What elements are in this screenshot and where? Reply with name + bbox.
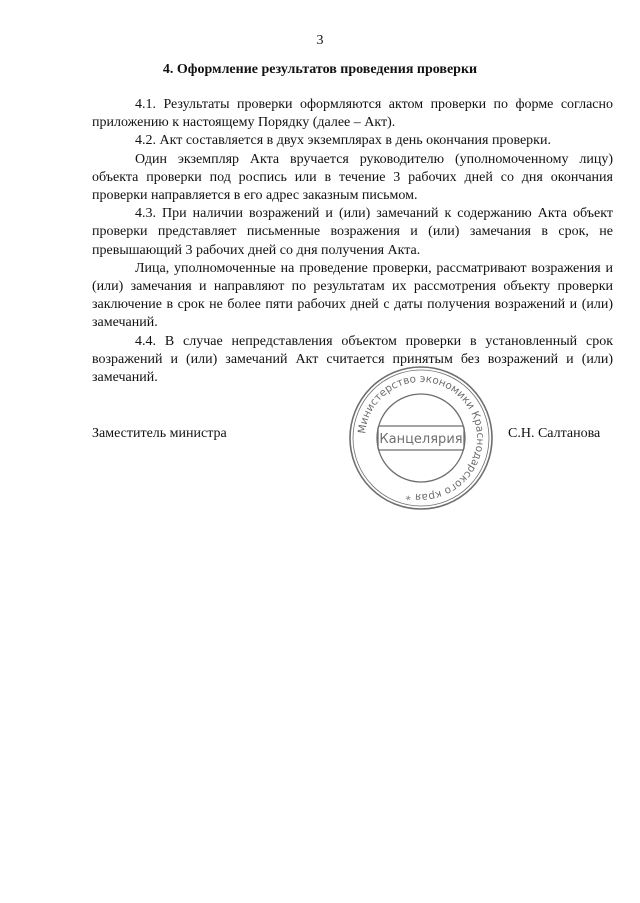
paragraph-4-1: 4.1. Результаты проверки оформляются актом проверки по форме согласно приложению к настоящему Порядку (далее – Акт). [92, 97, 613, 131]
office-stamp [346, 363, 496, 513]
paragraph-4-3: 4.3. При наличии возражений и (или) замечаний к содержанию Акта объект проверки представляет письменные возражения и (или) замечания в срок, не превышающий 3 рабочих дней со дня получения Акта. [92, 206, 613, 258]
stamp-ring-text: Министерство экономики Краснодарского края * [356, 372, 487, 504]
signer-name: С.Н. Салтанова [508, 426, 601, 441]
paragraph-4-2-delivery: Один экземпляр Акта вручается руководителю (уполномоченному лицу) объекта проверки под роспись или в течение 3 рабочих дней со дня окончания проверки направляется в его адрес заказным письмом. [92, 151, 613, 204]
paragraph-4-3-review: Лица, уполномоченные на проведение проверки, рассматривают возражения и (или) замечания и направляют по результатам их рассмотрения объекту проверки заключение в срок не более пяти рабочих дней с даты получения возражений и (или) замечаний. [92, 260, 613, 331]
stamp-center-text: Канцелярия [379, 432, 463, 447]
page-number: 3 [316, 33, 324, 48]
signatory-position: Заместитель министра [92, 426, 227, 441]
document-body [92, 96, 613, 387]
paragraph-4-4: 4.4. В случае непредставления объектом проверки в установленный срок возражений и (или) замечаний Акт считается принятым без возражений и (или) замечаний. [92, 333, 613, 386]
paragraph-4-2: 4.2. Акт составляется в двух экземплярах в день окончания проверки. [135, 133, 551, 149]
section-heading: 4. Оформление результатов проведения проверки [162, 62, 478, 77]
